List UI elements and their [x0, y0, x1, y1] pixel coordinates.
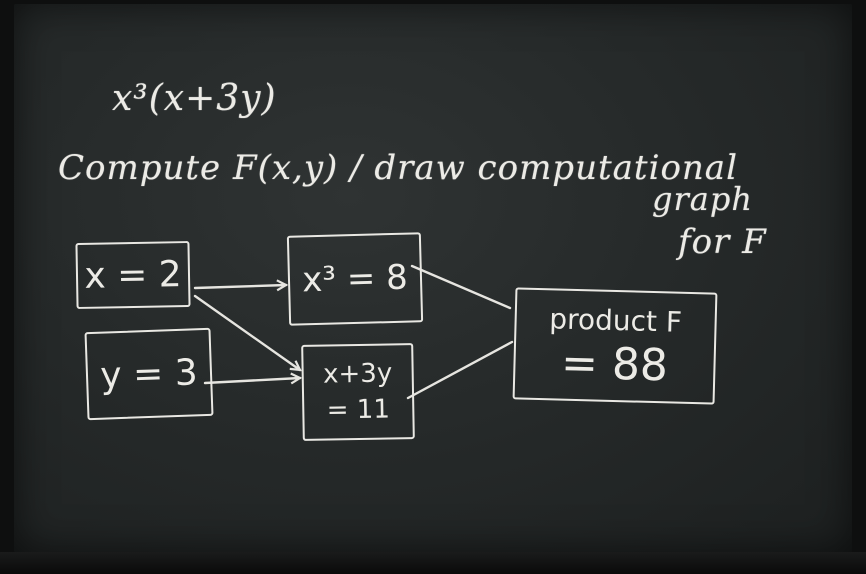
edge-x-to-cube [195, 285, 286, 288]
edge-y-to-sum [205, 378, 300, 383]
node-product-label-line1: product F [548, 302, 683, 339]
node-x-label: x = 2 [84, 253, 182, 297]
node-x [75, 241, 190, 309]
edge-sum-to-product [408, 342, 512, 398]
formula-text: x³(x+3y) [112, 78, 277, 119]
node-product-label-line2: = 88 [560, 337, 669, 392]
node-sum-label-line1: x+3y [322, 358, 393, 390]
edge-cube-to-product [412, 266, 510, 308]
node-product [513, 287, 718, 404]
node-y-label: y = 3 [99, 351, 199, 397]
task-text-line1: Compute F(x,y) / draw computational [58, 148, 738, 188]
node-cube [287, 232, 423, 325]
node-y [85, 328, 214, 420]
node-sum [301, 343, 415, 441]
task-text-line2: graph [652, 180, 753, 218]
task-text-line3: for F [678, 222, 767, 262]
node-sum-label-line2: = 11 [326, 394, 391, 426]
node-cube-label: x³ = 8 [301, 257, 409, 301]
